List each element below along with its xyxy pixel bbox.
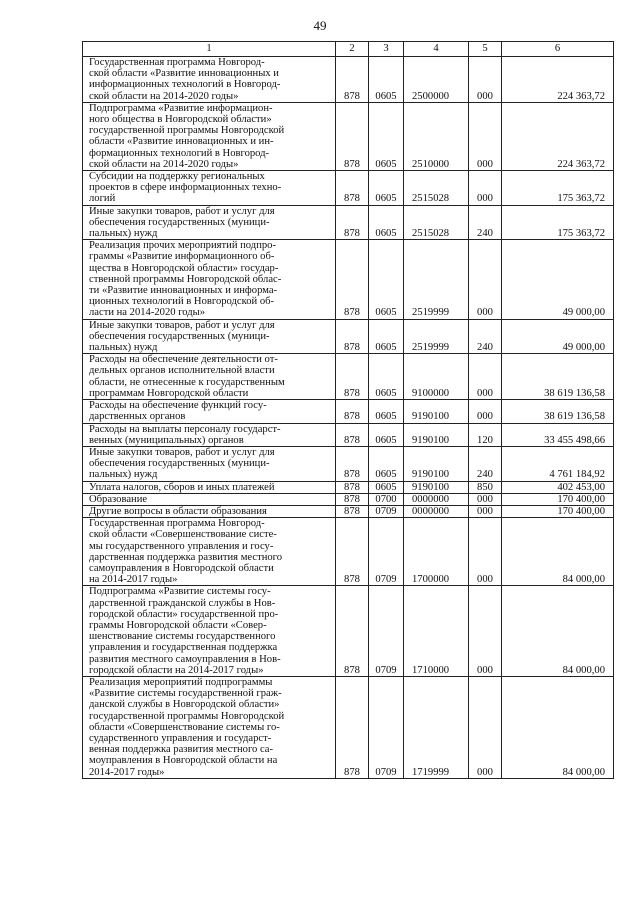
section-code: 0709	[369, 586, 404, 677]
row-description	[83, 586, 336, 677]
table-row	[83, 505, 614, 517]
row-description	[83, 481, 336, 493]
table-row	[83, 676, 614, 778]
ministry-code: 878	[336, 493, 369, 505]
row-description	[83, 423, 336, 446]
section-code: 0605	[369, 240, 404, 319]
expense-type-code: 000	[469, 586, 502, 677]
row-description-text: Расходы на обеспечение деятельности от- дельных органов исполнительной власти области, не отнесенные к государственным программам Новгородской области	[89, 354, 285, 399]
expense-type-code: 000	[469, 57, 502, 103]
ministry-code: 878	[336, 423, 369, 446]
amount: 175 363,72	[502, 205, 614, 240]
header-cell: 4	[404, 42, 469, 57]
row-description-text: Подпрограмма «Развитие системы госу- дарственной гражданской службы в Нов- городской области» государственной про- граммы Новгородской области «Совер- шенствование системы государственного управления и государственная поддержка развития местного самоуправления в Нов- городской области на 2014-2017 годы»	[89, 586, 281, 676]
expense-type-code: 120	[469, 423, 502, 446]
ministry-code: 878	[336, 505, 369, 517]
row-description	[83, 446, 336, 481]
section-code: 0605	[369, 319, 404, 354]
ministry-code: 878	[336, 354, 369, 400]
ministry-code: 878	[336, 586, 369, 677]
expense-type-code: 000	[469, 400, 502, 423]
target-article-code: 2515028	[404, 205, 469, 240]
table-row	[83, 102, 614, 170]
header-cell: 3	[369, 42, 404, 57]
row-description	[83, 493, 336, 505]
row-description-text: Подпрограмма «Развитие информацион- ного общества в Новгородской области» государственной программы Новгородской области «Развитие инновационных и ин- формационных технологий в Новгород- ской области на 2014-2020 годы»	[89, 102, 285, 170]
table-row	[83, 205, 614, 240]
ministry-code: 878	[336, 518, 369, 586]
row-description	[83, 102, 336, 170]
row-description-text: Расходы на выплаты персоналу государст- венных (муниципальных) органов	[89, 423, 281, 446]
table-row	[83, 446, 614, 481]
ministry-code: 878	[336, 446, 369, 481]
expense-type-code: 240	[469, 319, 502, 354]
target-article-code: 1719999	[404, 676, 469, 778]
ministry-code: 878	[336, 171, 369, 206]
target-article-code: 9190100	[404, 400, 469, 423]
header-cell: 1	[83, 42, 336, 57]
ministry-code: 878	[336, 481, 369, 493]
row-description-text: Государственная программа Новгород- ской области «Развитие инновационных и информационных технологий в Новгород- ской области на 2014-2020 годы»	[89, 57, 281, 102]
table-row	[83, 240, 614, 319]
ministry-code: 878	[336, 205, 369, 240]
row-description	[83, 676, 336, 778]
ministry-code: 878	[336, 400, 369, 423]
amount: 38 619 136,58	[502, 400, 614, 423]
section-code: 0605	[369, 171, 404, 206]
row-description	[83, 518, 336, 586]
section-code: 0605	[369, 400, 404, 423]
ministry-code: 878	[336, 240, 369, 319]
target-article-code: 2500000	[404, 57, 469, 103]
table-row	[83, 423, 614, 446]
amount: 49 000,00	[502, 240, 614, 319]
header-cell: 5	[469, 42, 502, 57]
section-code: 0709	[369, 676, 404, 778]
row-description	[83, 354, 336, 400]
amount: 224 363,72	[502, 102, 614, 170]
section-code: 0605	[369, 205, 404, 240]
section-code: 0605	[369, 354, 404, 400]
ministry-code: 878	[336, 102, 369, 170]
section-code: 0605	[369, 481, 404, 493]
row-description	[83, 205, 336, 240]
row-description-text: Реализация мероприятий подпрограммы «Развитие системы государственной граж- данской службы в Новгородской области» государственной программы Новгородской области «Совершенствование системы го- сударственного управления и государст- венная поддержка развития местного са- моуправления в Новгородской области на 2014-2017 годы»	[89, 676, 285, 778]
row-description-text: Расходы на обеспечение функций госу- дарственных органов	[89, 400, 267, 423]
ministry-code: 878	[336, 319, 369, 354]
section-code: 0605	[369, 102, 404, 170]
amount: 170 400,00	[502, 493, 614, 505]
amount: 84 000,00	[502, 676, 614, 778]
table-row	[83, 57, 614, 103]
ministry-code: 878	[336, 676, 369, 778]
table-row	[83, 481, 614, 493]
row-description-text: Субсидии на поддержку региональных проектов в сфере информационных техно- логий	[89, 171, 282, 205]
header-row	[83, 42, 614, 57]
target-article-code: 9190100	[404, 481, 469, 493]
ministry-code: 878	[336, 57, 369, 103]
expense-type-code: 000	[469, 102, 502, 170]
row-description-text: Иные закупки товаров, работ и услуг для обеспечения государственных (муници- пальных) нужд	[89, 319, 275, 354]
target-article-code: 9190100	[404, 423, 469, 446]
table-row	[83, 586, 614, 677]
target-article-code: 0000000	[404, 493, 469, 505]
expense-type-code: 000	[469, 518, 502, 586]
expense-type-code: 000	[469, 171, 502, 206]
table-row	[83, 400, 614, 423]
amount: 38 619 136,58	[502, 354, 614, 400]
section-code: 0605	[369, 446, 404, 481]
row-description	[83, 319, 336, 354]
section-code: 0700	[369, 493, 404, 505]
expense-type-code: 000	[469, 493, 502, 505]
row-description-text: Реализация прочих мероприятий подпро- граммы «Развитие информационного об- щества в Новгородской области» государ- ственной программы Новгородской облас- ти «Развитие инновационных и информа- ционных технологий в Новгородской об- ласти на 2014-2020 годы»	[89, 240, 282, 319]
row-description-text: Уплата налогов, сборов и иных платежей	[89, 481, 275, 493]
row-description	[83, 400, 336, 423]
expense-type-code: 240	[469, 446, 502, 481]
target-article-code: 1700000	[404, 518, 469, 586]
expense-type-code: 000	[469, 676, 502, 778]
expense-type-code: 000	[469, 240, 502, 319]
row-description	[83, 505, 336, 517]
table-row	[83, 493, 614, 505]
section-code: 0709	[369, 505, 404, 517]
amount: 224 363,72	[502, 57, 614, 103]
page-number: 49	[313, 18, 327, 33]
header-cell: 2	[336, 42, 369, 57]
amount: 402 453,00	[502, 481, 614, 493]
amount: 4 761 184,92	[502, 446, 614, 481]
target-article-code: 0000000	[404, 505, 469, 517]
amount: 33 455 498,66	[502, 423, 614, 446]
amount: 84 000,00	[502, 586, 614, 677]
row-description-text: Иные закупки товаров, работ и услуг для обеспечения государственных (муници- пальных) нужд	[89, 446, 275, 481]
amount: 170 400,00	[502, 505, 614, 517]
target-article-code: 2519999	[404, 319, 469, 354]
target-article-code: 2510000	[404, 102, 469, 170]
budget-table	[82, 41, 614, 779]
header-cell: 6	[502, 42, 614, 57]
row-description	[83, 57, 336, 103]
row-description-text: Государственная программа Новгород- ской области «Совершенствование систе- мы государственного управления и госу- дарственная поддержка развития местного самоуправления в Новгородской области на 2014-2017 годы»	[89, 518, 283, 586]
row-description	[83, 171, 336, 206]
table-row	[83, 171, 614, 206]
table-row	[83, 518, 614, 586]
section-code: 0605	[369, 423, 404, 446]
section-code: 0605	[369, 57, 404, 103]
expense-type-code: 000	[469, 354, 502, 400]
row-description-text: Образование	[89, 493, 148, 505]
row-description	[83, 240, 336, 319]
target-article-code: 9100000	[404, 354, 469, 400]
target-article-code: 9190100	[404, 446, 469, 481]
amount: 175 363,72	[502, 171, 614, 206]
target-article-code: 1710000	[404, 586, 469, 677]
section-code: 0709	[369, 518, 404, 586]
expense-type-code: 850	[469, 481, 502, 493]
table-row	[83, 319, 614, 354]
row-description-text: Иные закупки товаров, работ и услуг для обеспечения государственных (муници- пальных) нужд	[89, 205, 275, 240]
target-article-code: 2515028	[404, 171, 469, 206]
expense-type-code: 000	[469, 505, 502, 517]
row-description-text: Другие вопросы в области образования	[89, 505, 267, 517]
amount: 49 000,00	[502, 319, 614, 354]
table-row	[83, 354, 614, 400]
target-article-code: 2519999	[404, 240, 469, 319]
expense-type-code: 240	[469, 205, 502, 240]
amount: 84 000,00	[502, 518, 614, 586]
